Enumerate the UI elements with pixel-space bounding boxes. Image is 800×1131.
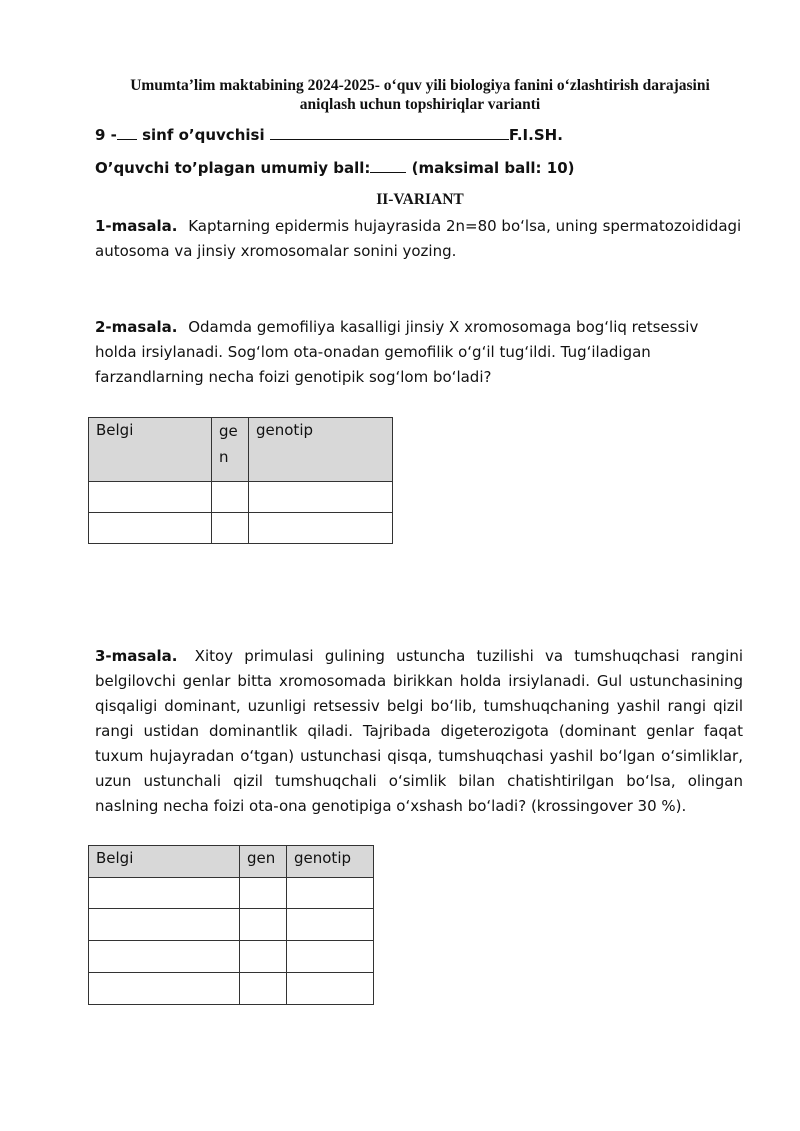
table-header-row <box>89 846 374 878</box>
problem-3 <box>95 644 743 819</box>
table-cell[interactable] <box>240 973 287 1005</box>
table-cell[interactable] <box>240 878 287 909</box>
table-cell[interactable] <box>287 878 374 909</box>
table-cell[interactable] <box>89 941 240 973</box>
fish-label: F.I.SH. <box>508 126 563 144</box>
table-cell[interactable] <box>212 482 249 513</box>
table-cell[interactable] <box>287 909 374 941</box>
table-cell[interactable] <box>89 513 212 544</box>
score-label: O’quvchi to’plagan umumiy ball: <box>95 159 371 177</box>
problem-2 <box>95 315 743 390</box>
problem-2-text: Odamda gemofiliya kasalligi jinsiy X xromosomaga bog‘liq retsessiv holda irsiylanadi. Sog‘lom ota-onadan gemofilik o‘g‘il tug‘ildi. Tug‘iladigan farzandlarning necha foizi genotipik sog‘lom bo‘ladi? <box>95 318 699 386</box>
name-blank[interactable] <box>270 126 509 140</box>
table-row <box>89 941 374 973</box>
table-row <box>89 909 374 941</box>
header-genotip: genotip <box>249 418 393 482</box>
table-row <box>89 973 374 1005</box>
score-blank[interactable] <box>370 159 406 173</box>
table-cell[interactable] <box>240 941 287 973</box>
problem-1-title: 1-masala. <box>95 217 178 235</box>
header-belgi: Belgi <box>89 418 212 482</box>
score-note: (maksimal ball: 10) <box>406 159 575 177</box>
problem-1-text: Kaptarning epidermis hujayrasida 2n=80 bo‘lsa, uning spermatozoididagi autosoma va jinsiy xromosomalar sonini yozing. <box>95 217 742 260</box>
table-row <box>89 878 374 909</box>
table-cell[interactable] <box>249 513 393 544</box>
table-cell[interactable] <box>212 513 249 544</box>
score-line <box>95 159 575 177</box>
table-cell[interactable] <box>249 482 393 513</box>
header-gen: ge n <box>212 418 249 482</box>
problem-3-text: Xitoy primulasi gulining ustuncha tuzilishi va tumshuqchasi rangini belgilovchi genlar bitta xromosomada birikkan holda irsiylanadi. Gul ustunchasining qisqaligi dominant, uzunligi retsessiv belgi bo‘lib, tumshuqchaning yashil rangi qizil rangi ustidan dominantlik qiladi. Tajribada digeterozigota (dominant genlar faqat tuxum hujayradan o‘tgan) ustunchasi qisqa, tumshuqchasi yashil bo‘lgan o‘simliklar, uzun ustunchali qizil tumshuqchali o‘simlik bilan chatishtirilgan bo‘lsa, olingan naslning necha foizi ota-ona genotipiga o‘xshash bo‘ladi? (krossingover 30 %). <box>95 647 743 815</box>
title-line-2: aniqlash uchun topshiriqlar varianti <box>299 96 541 113</box>
variant-title: II-VARIANT <box>376 191 464 208</box>
problem-1 <box>95 214 743 264</box>
table-cell[interactable] <box>287 941 374 973</box>
header-gen: gen <box>240 846 287 878</box>
problem-3-title: 3-masala. <box>95 647 178 665</box>
table-cell[interactable] <box>240 909 287 941</box>
student-info-line <box>95 126 563 144</box>
class-prefix: 9 - <box>95 126 117 144</box>
table-cell[interactable] <box>287 973 374 1005</box>
worksheet-title <box>95 76 745 114</box>
table-cell[interactable] <box>89 878 240 909</box>
table-cell[interactable] <box>89 482 212 513</box>
table-row <box>89 513 393 544</box>
table-row <box>89 482 393 513</box>
problem-2-title: 2-masala. <box>95 318 178 336</box>
table-cell[interactable] <box>89 909 240 941</box>
table-header-row <box>89 418 393 482</box>
title-line-1: Umumta’lim maktabining 2024-2025- o‘quv yili biologiya fanini o‘zlashtirish darajasini <box>130 77 710 94</box>
header-genotip: genotip <box>287 846 374 878</box>
class-blank[interactable] <box>117 126 137 140</box>
class-suffix: sinf o’quvchisi <box>136 126 270 144</box>
table-cell[interactable] <box>89 973 240 1005</box>
header-belgi: Belgi <box>89 846 240 878</box>
answer-table-1 <box>88 417 393 544</box>
answer-table-2 <box>88 845 374 1005</box>
